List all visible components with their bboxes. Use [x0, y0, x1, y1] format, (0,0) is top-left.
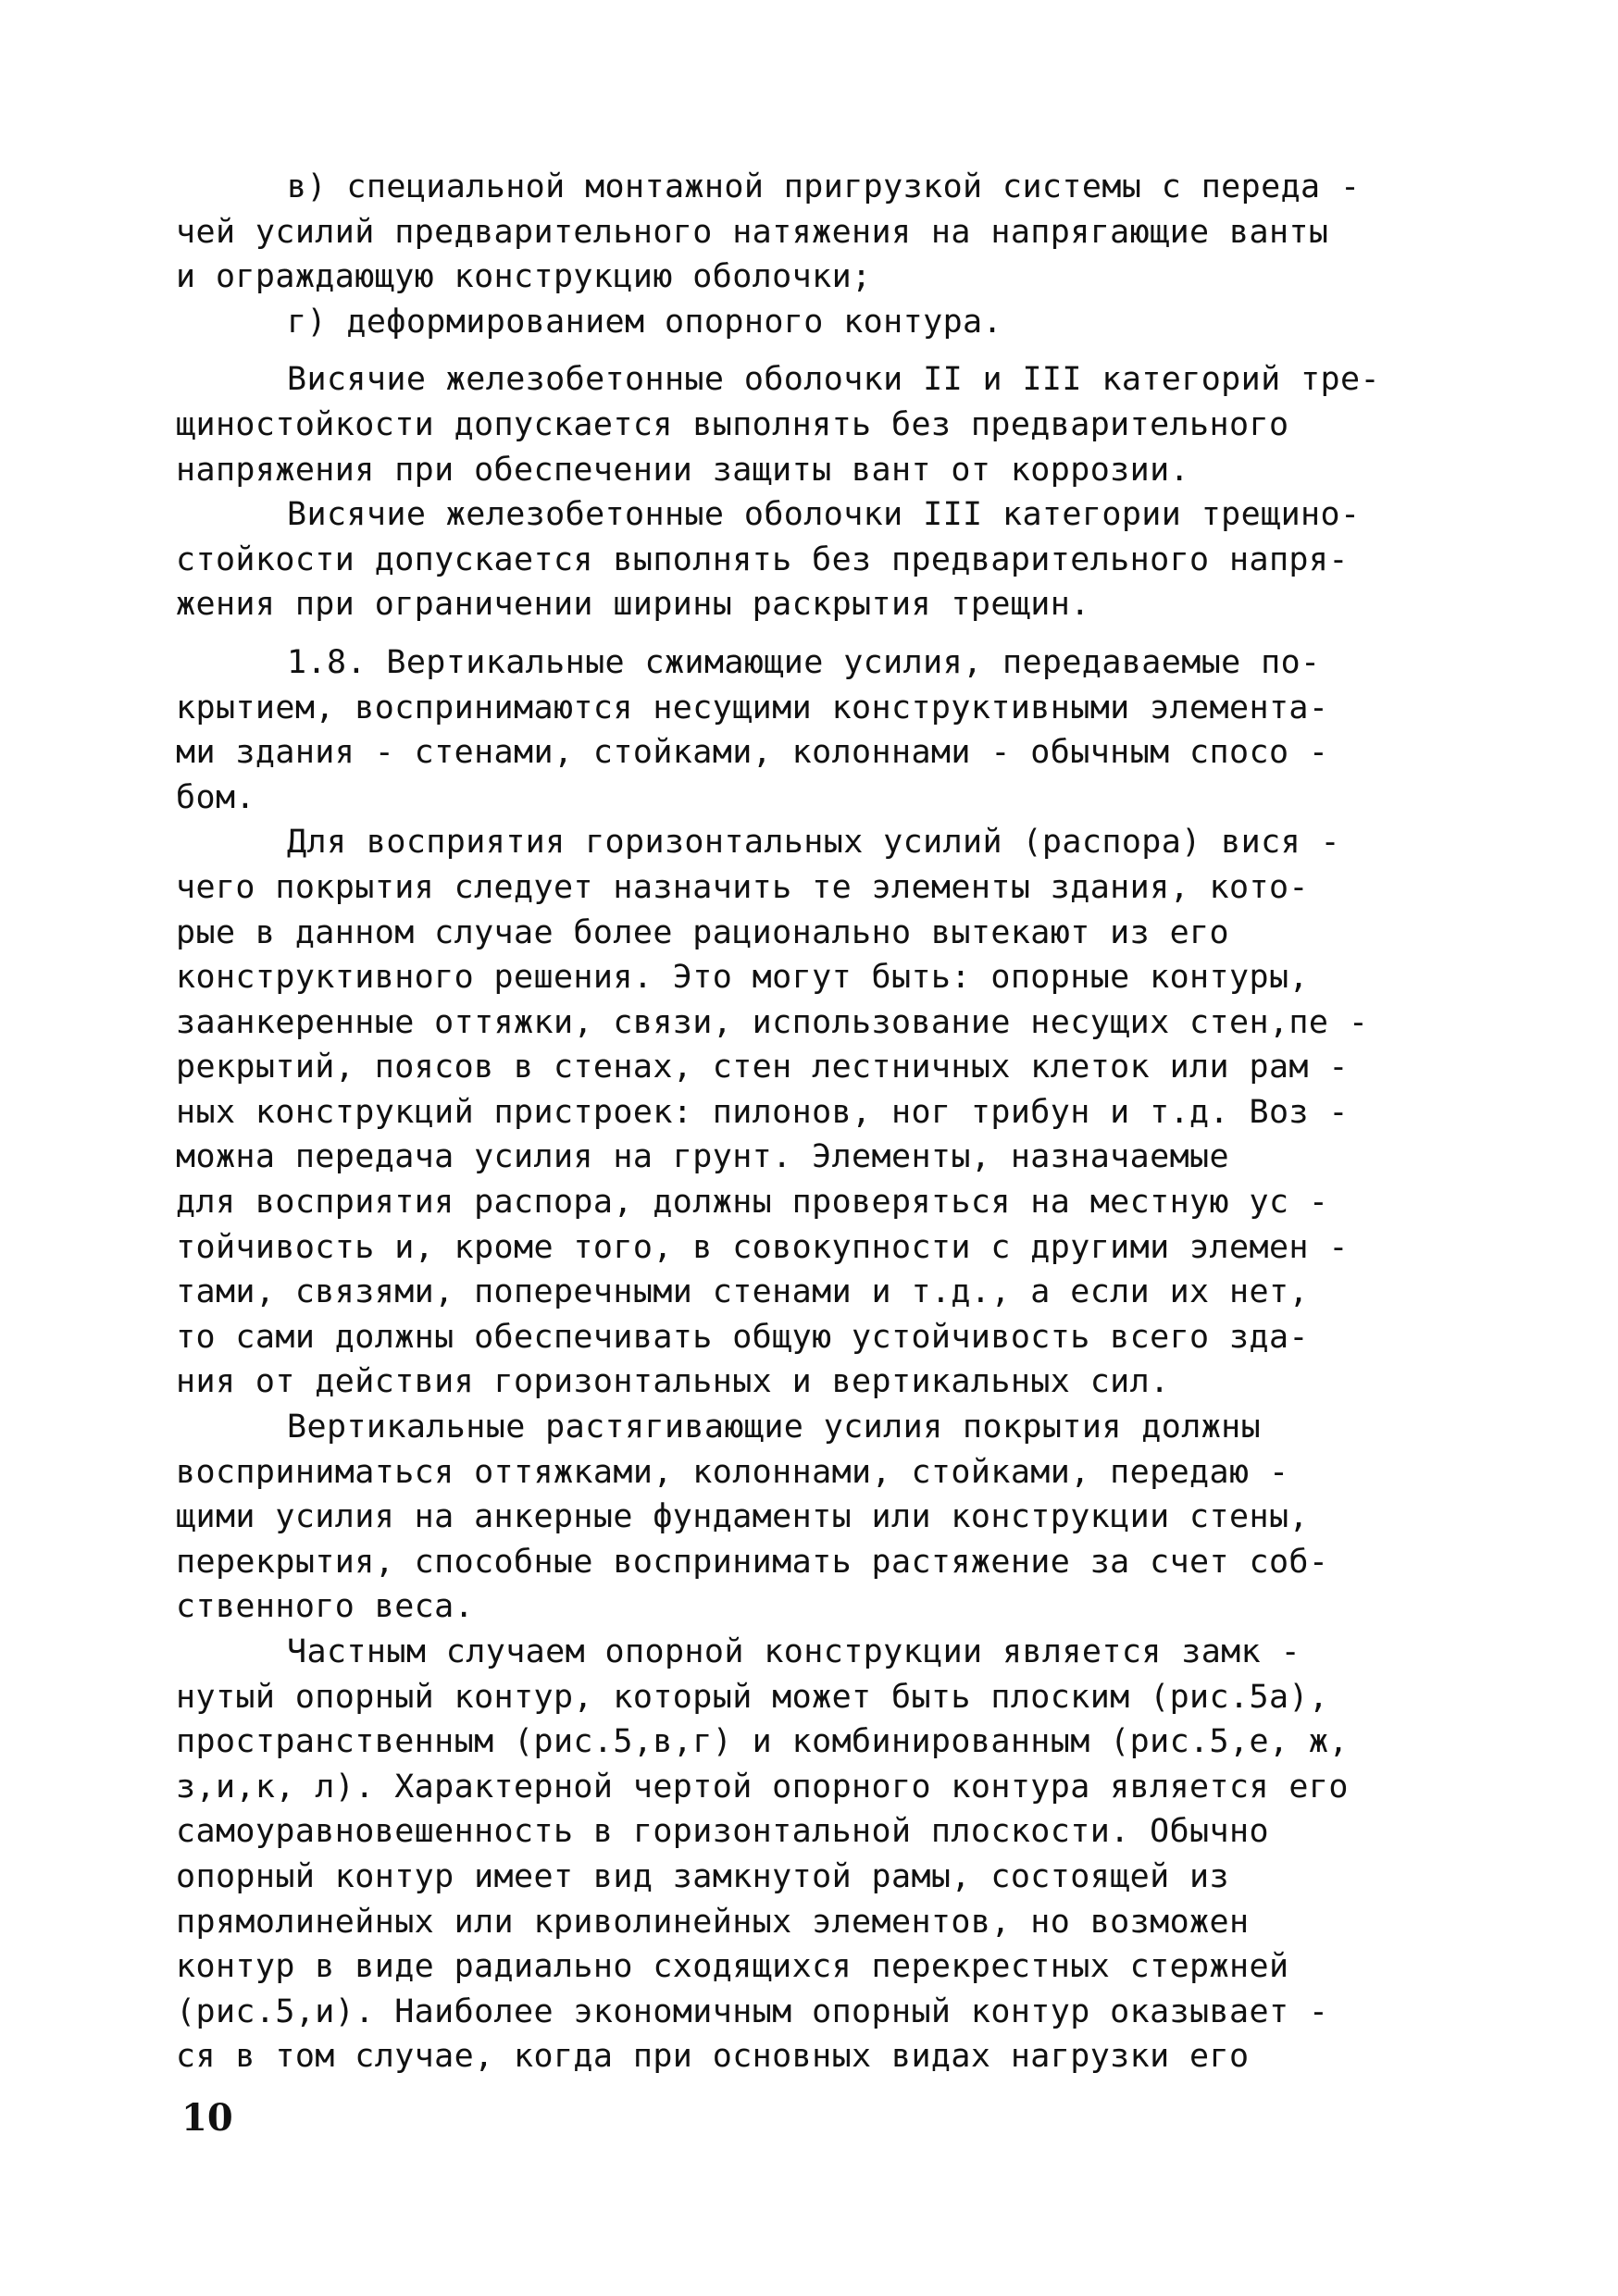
text-line: и ограждающую конструкцию оболочки;	[176, 258, 872, 296]
text-line: в) специальной монтажной пригрузкой системы с переда -	[287, 168, 1361, 205]
text-line: тами, связями, поперечными стенами и т.д., а если их нет,	[176, 1273, 1309, 1311]
text-line: Висячие железобетонные оболочки II и III категорий тре-	[287, 361, 1380, 399]
page-number: 10	[181, 2096, 233, 2140]
text-line: крытием, воспринимаются несущими конструктивными элемента-	[176, 689, 1329, 726]
text-line: щиностойкости допускается выполнять без предварительного	[176, 405, 1289, 443]
text-line: Висячие железобетонные оболочки III категории трещино-	[287, 496, 1361, 534]
text-line: напряжения при обеспечении защиты вант от коррозии.	[176, 451, 1190, 489]
text-line: конструктивного решения. Это могут быть: опорные контуры,	[176, 959, 1309, 997]
text-line: прямолинейных или криволинейных элементов, но возможен	[176, 1903, 1250, 1941]
text-line: чего покрытия следует назначить те элементы здания, кото-	[176, 868, 1309, 906]
text-line: (рис.5,и). Наиболее экономичным опорный контур оказывает -	[176, 1992, 1329, 2030]
text-line: можна передача усилия на грунт. Элементы, назначаемые	[176, 1138, 1230, 1176]
text-line: ми здания - стенами, стойками, колоннами - обычным спосо -	[176, 734, 1329, 772]
text-line: Частным случаем опорной конструкции является замк -	[287, 1633, 1301, 1670]
text-line: Вертикальные растягивающие усилия покрытия должны	[287, 1409, 1262, 1446]
text-line: тойчивость и, кроме того, в совокупности с другими элемен -	[176, 1228, 1349, 1266]
text-line: щими усилия на анкерные фундаменты или конструкции стены,	[176, 1498, 1309, 1536]
text-line: ся в том случае, когда при основных видах нагрузки его	[176, 2038, 1250, 2076]
text-line: ных конструкций пристроек: пилонов, ног трибун и т.д. Воз -	[176, 1093, 1349, 1131]
text-line: то сами должны обеспечивать общую устойчивость всего зда-	[176, 1318, 1309, 1356]
text-line: пространственным (рис.5,в,г) и комбинированным (рис.5,е, ж,	[176, 1723, 1349, 1761]
text-line: ственного веса.	[176, 1588, 475, 1626]
text-line: самоуравновешенность в горизонтальной плоскости. Обычно	[176, 1813, 1269, 1851]
text-line: для восприятия распора, должны проверяться на местную ус -	[176, 1184, 1329, 1222]
text-line: нутый опорный контур, который может быть плоским (рис.5а),	[176, 1678, 1329, 1716]
text-line: жения при ограничении ширины раскрытия трещин.	[176, 586, 1090, 624]
text-line: заанкеренные оттяжки, связи, использование несущих стен,пе -	[176, 1003, 1369, 1041]
text-line: чей усилий предварительного натяжения на напрягающие ванты	[176, 213, 1329, 251]
body-text	[176, 165, 1453, 2079]
text-line: контур в виде радиально сходящихся перекрестных стержней	[176, 1948, 1289, 1986]
text-line: 1.8. Вертикальные сжимающие усилия, передаваемые по-	[287, 643, 1321, 681]
text-line: ния от действия горизонтальных и вертикальных сил.	[176, 1363, 1170, 1401]
text-line: перекрытия, способные воспринимать растяжение за счет соб-	[176, 1543, 1329, 1581]
text-line: стойкости допускается выполнять без предварительного напря-	[176, 540, 1349, 578]
text-line: г) деформированием опорного контура.	[287, 303, 1002, 341]
text-line: восприниматься оттяжками, колоннами, стойками, передаю -	[176, 1453, 1289, 1491]
text-line: з,и,к, л). Характерной чертой опорного контура является его	[176, 1768, 1349, 1806]
text-line: бом.	[176, 778, 255, 816]
text-line: рые в данном случае более рационально вытекают из его	[176, 913, 1230, 951]
text-line: Для восприятия горизонтальных усилий (распора) вися -	[287, 824, 1341, 862]
text-line: опорный контур имеет вид замкнутой рамы, состоящей из	[176, 1857, 1230, 1895]
text-line: рекрытий, поясов в стенах, стен лестничных клеток или рам -	[176, 1049, 1349, 1086]
